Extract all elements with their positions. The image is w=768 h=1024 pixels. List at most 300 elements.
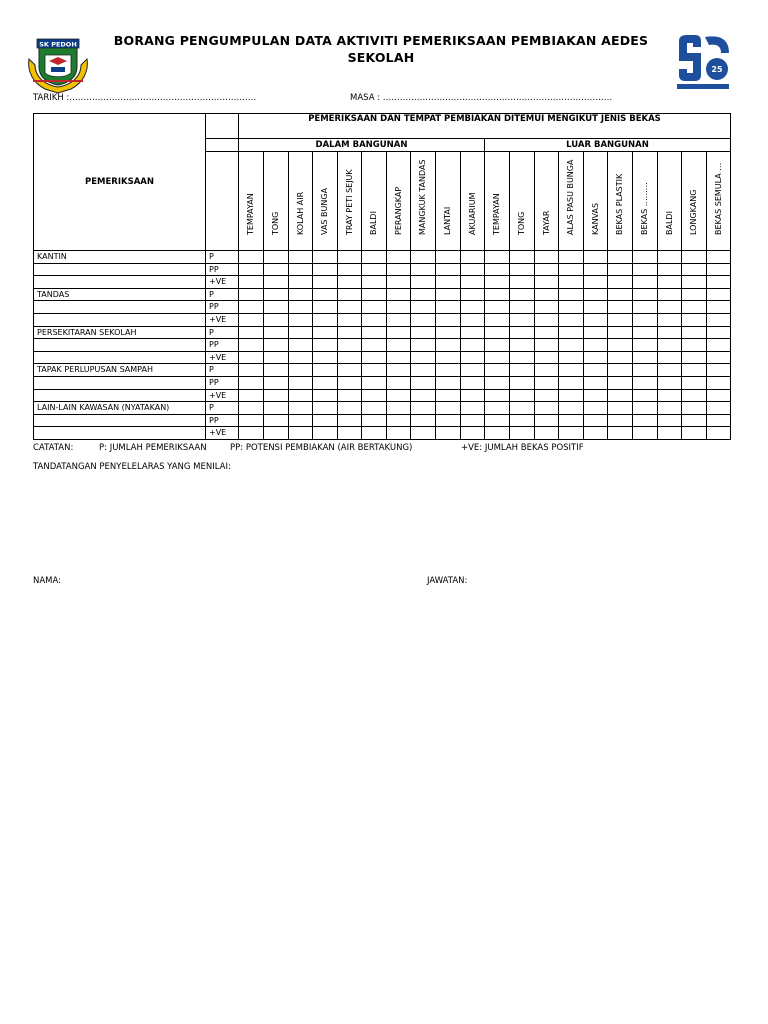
data-cell[interactable] (436, 389, 461, 402)
data-cell[interactable] (707, 339, 731, 352)
data-cell[interactable] (559, 288, 584, 301)
data-cell[interactable] (362, 313, 387, 326)
data-cell[interactable] (387, 339, 411, 352)
data-cell[interactable] (461, 301, 485, 314)
data-cell[interactable] (682, 288, 707, 301)
data-cell[interactable] (411, 288, 436, 301)
data-cell[interactable] (633, 427, 658, 440)
data-cell[interactable] (411, 326, 436, 339)
data-cell[interactable] (485, 351, 510, 364)
data-cell[interactable] (362, 402, 387, 415)
data-cell[interactable] (289, 263, 313, 276)
data-cell[interactable] (658, 389, 682, 402)
data-cell[interactable] (313, 427, 338, 440)
data-cell[interactable] (658, 427, 682, 440)
data-cell[interactable] (338, 402, 362, 415)
data-cell[interactable] (658, 402, 682, 415)
data-cell[interactable] (313, 313, 338, 326)
data-cell[interactable] (535, 251, 559, 264)
data-cell[interactable] (436, 288, 461, 301)
data-cell[interactable] (387, 313, 411, 326)
data-cell[interactable] (510, 288, 535, 301)
data-cell[interactable] (411, 251, 436, 264)
data-cell[interactable] (338, 301, 362, 314)
data-cell[interactable] (313, 389, 338, 402)
data-cell[interactable] (707, 276, 731, 289)
data-cell[interactable] (682, 414, 707, 427)
data-cell[interactable] (633, 364, 658, 377)
data-cell[interactable] (633, 339, 658, 352)
data-cell[interactable] (510, 414, 535, 427)
data-cell[interactable] (658, 339, 682, 352)
data-cell[interactable] (608, 313, 633, 326)
data-cell[interactable] (387, 263, 411, 276)
data-cell[interactable] (239, 288, 264, 301)
data-cell[interactable] (707, 288, 731, 301)
data-cell[interactable] (535, 376, 559, 389)
data-cell[interactable] (608, 276, 633, 289)
data-cell[interactable] (535, 288, 559, 301)
data-cell[interactable] (411, 263, 436, 276)
data-cell[interactable] (387, 251, 411, 264)
data-cell[interactable] (313, 251, 338, 264)
data-cell[interactable] (362, 251, 387, 264)
data-cell[interactable] (633, 288, 658, 301)
data-cell[interactable] (239, 326, 264, 339)
data-cell[interactable] (707, 326, 731, 339)
data-cell[interactable] (289, 414, 313, 427)
data-cell[interactable] (264, 288, 289, 301)
data-cell[interactable] (411, 364, 436, 377)
data-cell[interactable] (313, 263, 338, 276)
data-cell[interactable] (510, 376, 535, 389)
data-cell[interactable] (436, 414, 461, 427)
data-cell[interactable] (608, 351, 633, 364)
data-cell[interactable] (559, 427, 584, 440)
data-cell[interactable] (338, 326, 362, 339)
data-cell[interactable] (313, 402, 338, 415)
data-cell[interactable] (436, 364, 461, 377)
data-cell[interactable] (313, 301, 338, 314)
data-cell[interactable] (510, 339, 535, 352)
data-cell[interactable] (584, 326, 608, 339)
data-cell[interactable] (313, 276, 338, 289)
data-cell[interactable] (362, 427, 387, 440)
data-cell[interactable] (313, 339, 338, 352)
data-cell[interactable] (559, 339, 584, 352)
data-cell[interactable] (510, 276, 535, 289)
data-cell[interactable] (461, 402, 485, 415)
data-cell[interactable] (461, 251, 485, 264)
data-cell[interactable] (264, 313, 289, 326)
data-cell[interactable] (313, 376, 338, 389)
data-cell[interactable] (239, 414, 264, 427)
data-cell[interactable] (387, 301, 411, 314)
data-cell[interactable] (682, 351, 707, 364)
data-cell[interactable] (362, 351, 387, 364)
data-cell[interactable] (510, 251, 535, 264)
data-cell[interactable] (264, 251, 289, 264)
data-cell[interactable] (362, 276, 387, 289)
data-cell[interactable] (608, 402, 633, 415)
data-cell[interactable] (313, 326, 338, 339)
data-cell[interactable] (362, 339, 387, 352)
data-cell[interactable] (658, 351, 682, 364)
data-cell[interactable] (584, 414, 608, 427)
data-cell[interactable] (461, 414, 485, 427)
data-cell[interactable] (411, 427, 436, 440)
data-cell[interactable] (682, 313, 707, 326)
data-cell[interactable] (485, 414, 510, 427)
data-cell[interactable] (436, 276, 461, 289)
data-cell[interactable] (362, 414, 387, 427)
data-cell[interactable] (559, 402, 584, 415)
data-cell[interactable] (584, 251, 608, 264)
data-cell[interactable] (535, 263, 559, 276)
data-cell[interactable] (485, 339, 510, 352)
data-cell[interactable] (510, 364, 535, 377)
data-cell[interactable] (387, 351, 411, 364)
data-cell[interactable] (239, 263, 264, 276)
data-cell[interactable] (658, 276, 682, 289)
data-cell[interactable] (682, 376, 707, 389)
data-cell[interactable] (633, 414, 658, 427)
data-cell[interactable] (461, 263, 485, 276)
data-cell[interactable] (264, 301, 289, 314)
data-cell[interactable] (633, 251, 658, 264)
data-cell[interactable] (485, 402, 510, 415)
data-cell[interactable] (633, 263, 658, 276)
data-cell[interactable] (239, 351, 264, 364)
data-cell[interactable] (584, 313, 608, 326)
data-cell[interactable] (707, 263, 731, 276)
data-cell[interactable] (682, 402, 707, 415)
data-cell[interactable] (289, 251, 313, 264)
data-cell[interactable] (658, 251, 682, 264)
data-cell[interactable] (584, 402, 608, 415)
data-cell[interactable] (313, 288, 338, 301)
nama-field[interactable]: NAMA: (33, 576, 62, 586)
data-cell[interactable] (485, 313, 510, 326)
data-cell[interactable] (485, 301, 510, 314)
data-cell[interactable] (707, 313, 731, 326)
data-cell[interactable] (461, 326, 485, 339)
data-cell[interactable] (338, 288, 362, 301)
data-cell[interactable] (264, 414, 289, 427)
data-cell[interactable] (658, 263, 682, 276)
data-cell[interactable] (608, 364, 633, 377)
data-cell[interactable] (608, 339, 633, 352)
data-cell[interactable] (387, 288, 411, 301)
data-cell[interactable] (338, 263, 362, 276)
data-cell[interactable] (608, 326, 633, 339)
data-cell[interactable] (264, 351, 289, 364)
data-cell[interactable] (387, 376, 411, 389)
data-cell[interactable] (362, 364, 387, 377)
data-cell[interactable] (338, 414, 362, 427)
data-cell[interactable] (387, 276, 411, 289)
data-cell[interactable] (239, 313, 264, 326)
data-cell[interactable] (633, 301, 658, 314)
data-cell[interactable] (239, 402, 264, 415)
data-cell[interactable] (510, 389, 535, 402)
data-cell[interactable] (461, 427, 485, 440)
data-cell[interactable] (682, 389, 707, 402)
data-cell[interactable] (535, 402, 559, 415)
data-cell[interactable] (338, 351, 362, 364)
data-cell[interactable] (682, 276, 707, 289)
data-cell[interactable] (411, 301, 436, 314)
data-cell[interactable] (289, 339, 313, 352)
data-cell[interactable] (535, 339, 559, 352)
data-cell[interactable] (239, 364, 264, 377)
data-cell[interactable] (510, 326, 535, 339)
data-cell[interactable] (608, 288, 633, 301)
data-cell[interactable] (608, 376, 633, 389)
data-cell[interactable] (559, 326, 584, 339)
data-cell[interactable] (559, 414, 584, 427)
data-cell[interactable] (338, 376, 362, 389)
data-cell[interactable] (633, 389, 658, 402)
data-cell[interactable] (338, 251, 362, 264)
data-cell[interactable] (289, 276, 313, 289)
data-cell[interactable] (461, 389, 485, 402)
data-cell[interactable] (658, 364, 682, 377)
data-cell[interactable] (707, 251, 731, 264)
data-cell[interactable] (535, 326, 559, 339)
data-cell[interactable] (584, 263, 608, 276)
data-cell[interactable] (387, 402, 411, 415)
data-cell[interactable] (239, 339, 264, 352)
data-cell[interactable] (510, 351, 535, 364)
data-cell[interactable] (682, 427, 707, 440)
data-cell[interactable] (338, 364, 362, 377)
data-cell[interactable] (682, 326, 707, 339)
data-cell[interactable] (338, 427, 362, 440)
data-cell[interactable] (584, 427, 608, 440)
data-cell[interactable] (436, 351, 461, 364)
data-cell[interactable] (436, 301, 461, 314)
data-cell[interactable] (658, 414, 682, 427)
data-cell[interactable] (707, 389, 731, 402)
data-cell[interactable] (608, 263, 633, 276)
data-cell[interactable] (510, 313, 535, 326)
data-cell[interactable] (559, 276, 584, 289)
data-cell[interactable] (633, 402, 658, 415)
data-cell[interactable] (362, 263, 387, 276)
data-cell[interactable] (510, 263, 535, 276)
data-cell[interactable] (658, 301, 682, 314)
data-cell[interactable] (289, 351, 313, 364)
data-cell[interactable] (633, 376, 658, 389)
data-cell[interactable] (411, 351, 436, 364)
data-cell[interactable] (485, 288, 510, 301)
data-cell[interactable] (461, 339, 485, 352)
data-cell[interactable] (584, 389, 608, 402)
data-cell[interactable] (682, 263, 707, 276)
data-cell[interactable] (289, 288, 313, 301)
data-cell[interactable] (436, 251, 461, 264)
data-cell[interactable] (411, 276, 436, 289)
data-cell[interactable] (633, 276, 658, 289)
data-cell[interactable] (362, 389, 387, 402)
data-cell[interactable] (608, 427, 633, 440)
data-cell[interactable] (485, 389, 510, 402)
data-cell[interactable] (461, 288, 485, 301)
data-cell[interactable] (338, 339, 362, 352)
data-cell[interactable] (436, 427, 461, 440)
data-cell[interactable] (387, 364, 411, 377)
data-cell[interactable] (289, 402, 313, 415)
data-cell[interactable] (239, 251, 264, 264)
data-cell[interactable] (264, 376, 289, 389)
data-cell[interactable] (485, 427, 510, 440)
data-cell[interactable] (485, 276, 510, 289)
data-cell[interactable] (707, 414, 731, 427)
data-cell[interactable] (264, 427, 289, 440)
data-cell[interactable] (387, 414, 411, 427)
data-cell[interactable] (682, 251, 707, 264)
data-cell[interactable] (707, 376, 731, 389)
data-cell[interactable] (535, 364, 559, 377)
data-cell[interactable] (461, 364, 485, 377)
data-cell[interactable] (584, 376, 608, 389)
masa-field[interactable]: MASA : ……………………………………………………………………… (350, 93, 613, 103)
data-cell[interactable] (362, 288, 387, 301)
data-cell[interactable] (707, 301, 731, 314)
data-cell[interactable] (682, 364, 707, 377)
data-cell[interactable] (584, 288, 608, 301)
data-cell[interactable] (411, 402, 436, 415)
data-cell[interactable] (264, 263, 289, 276)
data-cell[interactable] (239, 427, 264, 440)
data-cell[interactable] (461, 351, 485, 364)
data-cell[interactable] (559, 301, 584, 314)
data-cell[interactable] (633, 313, 658, 326)
data-cell[interactable] (559, 251, 584, 264)
data-cell[interactable] (510, 301, 535, 314)
data-cell[interactable] (411, 376, 436, 389)
data-cell[interactable] (559, 313, 584, 326)
data-cell[interactable] (436, 339, 461, 352)
data-cell[interactable] (584, 339, 608, 352)
data-cell[interactable] (485, 326, 510, 339)
data-cell[interactable] (264, 364, 289, 377)
data-cell[interactable] (239, 301, 264, 314)
data-cell[interactable] (535, 427, 559, 440)
data-cell[interactable] (535, 351, 559, 364)
data-cell[interactable] (707, 351, 731, 364)
data-cell[interactable] (289, 389, 313, 402)
data-cell[interactable] (289, 427, 313, 440)
data-cell[interactable] (535, 414, 559, 427)
data-cell[interactable] (411, 313, 436, 326)
data-cell[interactable] (485, 263, 510, 276)
data-cell[interactable] (338, 313, 362, 326)
data-cell[interactable] (682, 339, 707, 352)
data-cell[interactable] (411, 414, 436, 427)
data-cell[interactable] (313, 351, 338, 364)
data-cell[interactable] (289, 313, 313, 326)
data-cell[interactable] (658, 376, 682, 389)
data-cell[interactable] (584, 351, 608, 364)
data-cell[interactable] (289, 376, 313, 389)
data-cell[interactable] (658, 288, 682, 301)
data-cell[interactable] (239, 376, 264, 389)
data-cell[interactable] (264, 326, 289, 339)
data-cell[interactable] (559, 351, 584, 364)
data-cell[interactable] (658, 313, 682, 326)
data-cell[interactable] (289, 364, 313, 377)
data-cell[interactable] (461, 276, 485, 289)
data-cell[interactable] (682, 301, 707, 314)
data-cell[interactable] (264, 339, 289, 352)
data-cell[interactable] (362, 301, 387, 314)
data-cell[interactable] (485, 364, 510, 377)
data-cell[interactable] (559, 376, 584, 389)
data-cell[interactable] (707, 364, 731, 377)
data-cell[interactable] (264, 276, 289, 289)
tarikh-field[interactable]: TARIKH :………………………………………………………… (33, 93, 257, 103)
data-cell[interactable] (707, 402, 731, 415)
data-cell[interactable] (461, 376, 485, 389)
data-cell[interactable] (535, 276, 559, 289)
data-cell[interactable] (289, 326, 313, 339)
data-cell[interactable] (411, 339, 436, 352)
data-cell[interactable] (436, 326, 461, 339)
data-cell[interactable] (608, 414, 633, 427)
data-cell[interactable] (608, 301, 633, 314)
data-cell[interactable] (559, 389, 584, 402)
data-cell[interactable] (535, 389, 559, 402)
data-cell[interactable] (436, 402, 461, 415)
data-cell[interactable] (559, 364, 584, 377)
data-cell[interactable] (436, 263, 461, 276)
data-cell[interactable] (584, 301, 608, 314)
data-cell[interactable] (584, 364, 608, 377)
data-cell[interactable] (559, 263, 584, 276)
data-cell[interactable] (239, 389, 264, 402)
data-cell[interactable] (461, 313, 485, 326)
data-cell[interactable] (707, 427, 731, 440)
data-cell[interactable] (658, 326, 682, 339)
data-cell[interactable] (535, 301, 559, 314)
data-cell[interactable] (485, 251, 510, 264)
data-cell[interactable] (633, 351, 658, 364)
data-cell[interactable] (313, 364, 338, 377)
data-cell[interactable] (584, 276, 608, 289)
data-cell[interactable] (510, 427, 535, 440)
data-cell[interactable] (436, 376, 461, 389)
data-cell[interactable] (387, 389, 411, 402)
jawatan-field[interactable]: JAWATAN: (427, 576, 468, 586)
data-cell[interactable] (436, 313, 461, 326)
data-cell[interactable] (411, 389, 436, 402)
data-cell[interactable] (633, 326, 658, 339)
data-cell[interactable] (264, 389, 289, 402)
data-cell[interactable] (485, 376, 510, 389)
data-cell[interactable] (510, 402, 535, 415)
data-cell[interactable] (313, 414, 338, 427)
data-cell[interactable] (362, 326, 387, 339)
data-cell[interactable] (239, 276, 264, 289)
data-cell[interactable] (338, 389, 362, 402)
data-cell[interactable] (362, 376, 387, 389)
data-cell[interactable] (535, 313, 559, 326)
data-cell[interactable] (387, 326, 411, 339)
data-cell[interactable] (608, 251, 633, 264)
data-cell[interactable] (289, 301, 313, 314)
